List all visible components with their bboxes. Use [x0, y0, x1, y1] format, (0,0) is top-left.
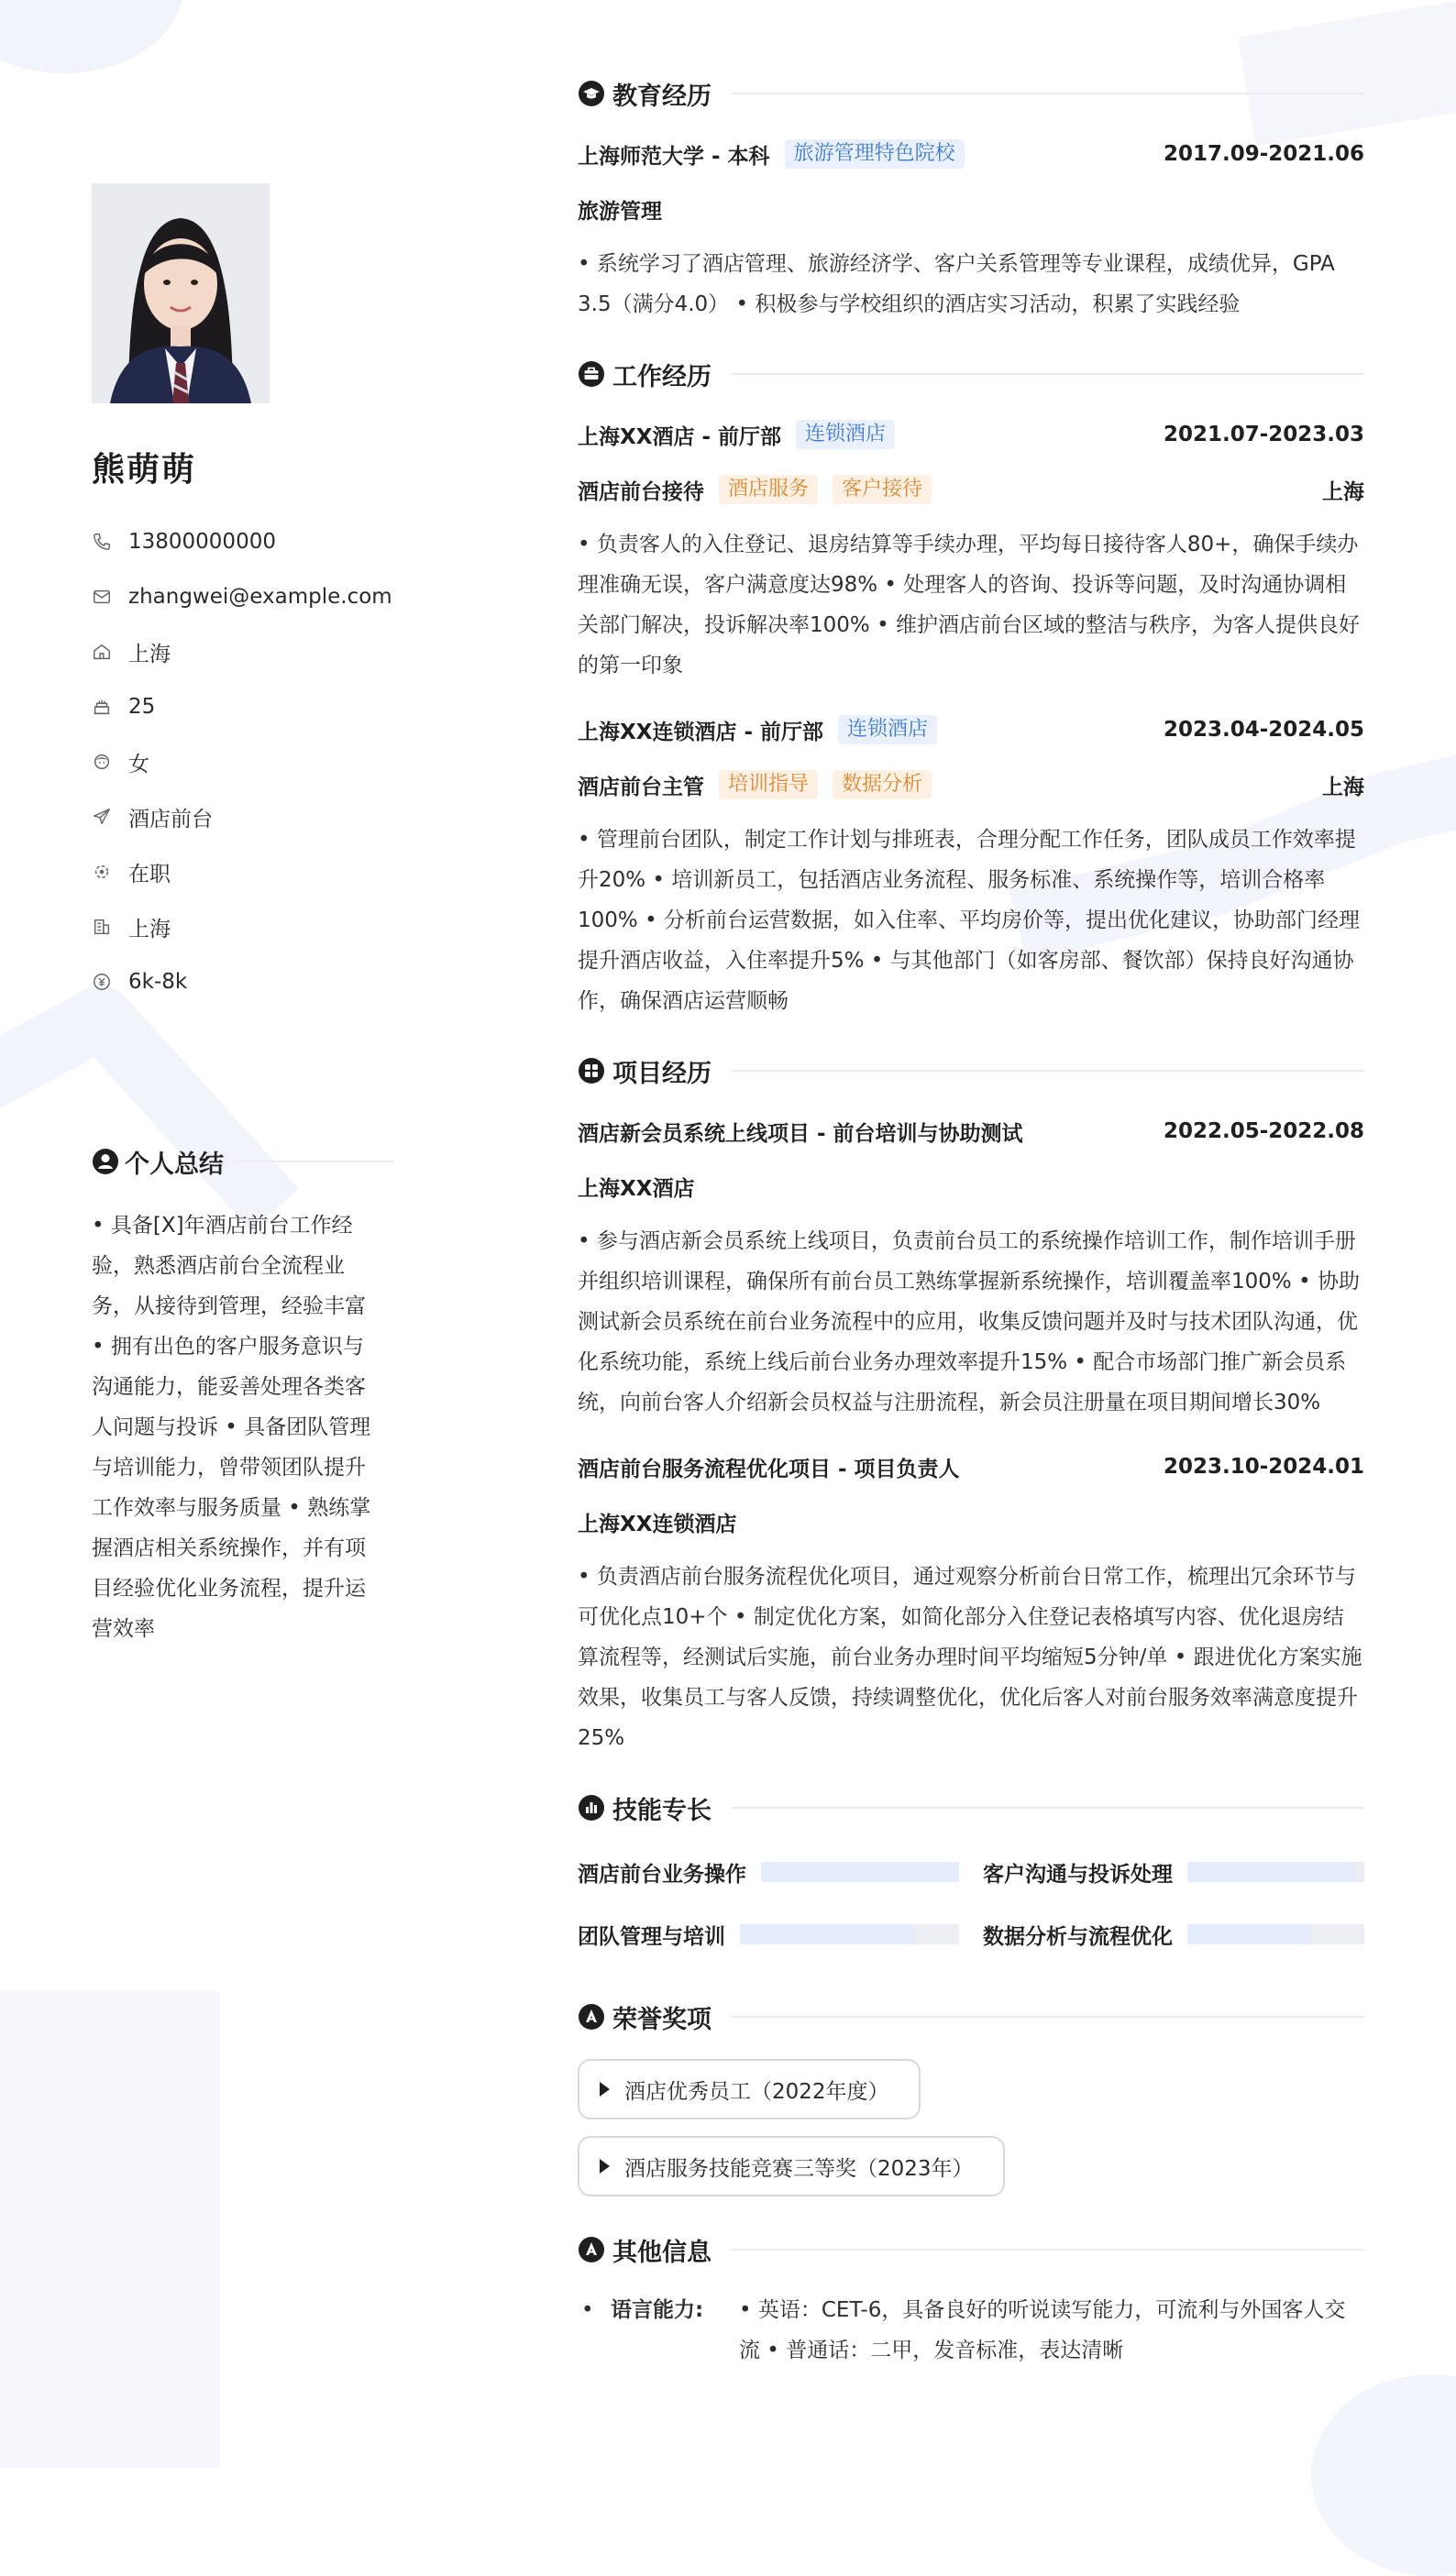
education-title: 教育经历 — [612, 82, 711, 111]
project-date: 2022.05-2022.08 — [1163, 1119, 1364, 1143]
education-desc: • 系统学习了酒店管理、旅游经济学、客户关系管理等专业课程，成绩优异，GPA 3.5（满分4.0） • 积极参与学校组织的酒店实习活动，积累了实践经验 — [578, 252, 1335, 316]
project-org-row — [578, 1502, 1364, 1542]
city-text: 上海 — [128, 917, 171, 941]
skill-name: 客户沟通与投诉处理 — [983, 1862, 1173, 1887]
divider — [732, 1807, 1364, 1809]
education-row — [578, 134, 1364, 174]
work-city: 上海 — [1322, 775, 1364, 799]
work-desc: • 负责客人的入住登记、退房结算等手续办理，平均每日接待客人80+，确保手续办理准确无误，客户满意度达98% • 处理客人的咨询、投诉等问题，及时沟通协调相关部门解决，投诉解决率100% • 维护酒店前台区域的整洁与秩序，为客人提供良好的第一印象 — [578, 533, 1360, 677]
home-text: 上海 — [128, 642, 171, 666]
contact-city — [92, 899, 394, 954]
skill-tag: 客户接待 — [833, 475, 932, 504]
decor-circle — [1311, 2374, 1456, 2576]
work-heading — [578, 352, 1364, 396]
contact-salary — [92, 954, 394, 1009]
role-name: 酒店前台接待 — [578, 479, 704, 504]
project-date: 2023.10-2024.01 — [1163, 1455, 1364, 1479]
mail-icon — [92, 587, 128, 607]
skill-name: 团队管理与培训 — [578, 1924, 725, 1949]
company-tag: 连锁酒店 — [796, 420, 895, 449]
contact-age — [92, 679, 394, 734]
bar-chart-icon — [578, 1794, 605, 1822]
award-icon — [578, 2003, 605, 2031]
role-name: 酒店前台主管 — [578, 775, 704, 799]
award-icon — [578, 2236, 605, 2263]
contact-job — [92, 789, 394, 844]
play-icon — [600, 2159, 610, 2174]
divider — [732, 2016, 1364, 2018]
send-icon — [92, 807, 128, 827]
job-text: 酒店前台 — [128, 807, 213, 831]
gender-text: 女 — [128, 752, 149, 776]
skill-bar-fill — [1187, 1862, 1355, 1882]
divider — [237, 1161, 394, 1162]
contact-status — [92, 844, 394, 899]
project-row — [578, 1447, 1364, 1487]
briefcase-icon — [578, 360, 605, 388]
skill-item — [578, 1914, 959, 1954]
grid-icon — [578, 1057, 605, 1084]
honor-text: 酒店优秀员工（2022年度） — [624, 2079, 889, 2104]
skills-title: 技能专长 — [612, 1796, 711, 1825]
building-icon — [92, 917, 128, 937]
main-column — [578, 72, 1364, 2371]
honor-item — [578, 2059, 921, 2119]
project-org-row — [578, 1166, 1364, 1206]
other-text: • 英语：CET-6，具备良好的听说读写能力，可流利与外国客人交流 • 普通话：二甲，发音标准，表达清晰 — [739, 2298, 1346, 2362]
project-org: 上海XX连锁酒店 — [578, 1512, 737, 1536]
role-row — [578, 469, 1364, 510]
summary-text: • 具备[X]年酒店前台工作经验，熟悉酒店前台全流程业务，从接待到管理，经验丰富 • 拥有出色的客户服务意识与沟通能力，能妥善处理各类客人问题与投诉 • 具备团队管理与培训能力，曾带领团队提升工作效率与服务质量 • 熟练掌握酒店相关系统操作，并有项目经验优化业务流程，提升运营效率 — [92, 1214, 371, 1641]
skill-tag: 数据分析 — [833, 770, 932, 799]
user-icon — [92, 1148, 119, 1175]
skill-item — [983, 1914, 1364, 1954]
other-info — [578, 2290, 1364, 2371]
project-name: 酒店新会员系统上线项目 - 前台培训与协助测试 — [578, 1121, 1023, 1146]
work-desc: • 管理前台团队，制定工作计划与排班表，合理分配工作任务，团队成员工作效率提升20% • 培训新员工，包括酒店业务流程、服务标准、系统操作等，培训合格率100% • 分析前台运营数据，如入住率、平均房价等，提出优化建议，协助部门经理提升酒店收益，入住率提升5% • 与其他部门（如客房部、餐饮部）保持良好沟通协作，确保酒店运营顺畅 — [578, 828, 1360, 1013]
other-label: 语言能力: — [611, 2298, 704, 2322]
project-desc: • 负责酒店前台服务流程优化项目，通过观察分析前台日常工作，梳理出冗余环节与可优化点10+个 • 制定优化方案，如简化部分入住登记表格填写内容、优化退房结算流程等，经测试后实施，前台业务办理时间平均缩短5分钟/单 • 跟进优化方案实施效果，收集员工与客人反馈，持续调整优化，优化后客人对前台服务效率满意度提升25% — [578, 1565, 1362, 1750]
major-name: 旅游管理 — [578, 199, 662, 224]
contact-home — [92, 624, 394, 679]
contact-gender — [92, 734, 394, 789]
bullet-dot: • — [581, 2298, 594, 2322]
skill-tag: 培训指导 — [719, 770, 818, 799]
projects-title: 项目经历 — [612, 1059, 711, 1088]
work-title: 工作经历 — [612, 362, 711, 391]
summary-section — [92, 1141, 394, 1649]
divider — [732, 2249, 1364, 2251]
summary-heading — [92, 1141, 394, 1182]
company-row — [578, 710, 1364, 750]
company-name: 上海XX连锁酒店 - 前厅部 — [578, 720, 824, 744]
gender-icon — [92, 752, 128, 772]
home-icon — [92, 642, 128, 662]
contact-phone — [92, 514, 394, 569]
contact-list — [92, 514, 394, 1009]
phone-icon — [92, 532, 128, 552]
school-name: 上海师范大学 - 本科 — [578, 144, 770, 169]
profile-name: 熊萌萌 — [92, 451, 197, 489]
summary-title: 个人总结 — [125, 1150, 224, 1179]
status-icon — [92, 862, 128, 882]
school-tag: 旅游管理特色院校 — [785, 139, 965, 169]
work-city: 上海 — [1322, 479, 1364, 504]
salary-text: 6k-8k — [128, 970, 188, 994]
project-entry — [578, 1447, 1364, 1758]
major-row — [578, 189, 1364, 229]
projects-heading — [578, 1049, 1364, 1093]
project-org: 上海XX酒店 — [578, 1176, 695, 1201]
education-date: 2017.09-2021.06 — [1163, 142, 1364, 166]
skill-bar — [761, 1862, 959, 1882]
graduation-cap-icon — [578, 80, 605, 107]
decor-circle — [0, 0, 183, 73]
contact-email — [92, 569, 394, 624]
divider — [732, 93, 1364, 94]
skill-item — [983, 1852, 1364, 1892]
skill-bar — [1187, 1862, 1364, 1882]
project-name: 酒店前台服务流程优化项目 - 项目负责人 — [578, 1457, 960, 1481]
honors-list — [578, 2059, 1364, 2213]
other-heading — [578, 2228, 1364, 2272]
profile-photo — [92, 183, 270, 403]
sidebar — [92, 183, 394, 1009]
other-title: 其他信息 — [612, 2238, 711, 2267]
age-text: 25 — [128, 695, 156, 719]
play-icon — [600, 2082, 610, 2097]
skill-bar-fill — [1187, 1924, 1311, 1944]
skill-name: 酒店前台业务操作 — [578, 1862, 746, 1887]
skill-item — [578, 1852, 959, 1892]
divider — [732, 373, 1364, 375]
education-heading — [578, 72, 1364, 116]
honor-text: 酒店服务技能竞赛三等奖（2023年） — [624, 2156, 974, 2181]
honors-heading — [578, 1995, 1364, 2039]
decor-block — [0, 1991, 220, 2468]
skills-heading — [578, 1786, 1364, 1830]
skill-name: 数据分析与流程优化 — [983, 1924, 1173, 1949]
salary-icon — [92, 972, 128, 992]
cake-icon — [92, 697, 128, 717]
company-name: 上海XX酒店 - 前厅部 — [578, 424, 782, 449]
email-text: zhangwei@example.com — [128, 585, 392, 609]
skills-grid — [578, 1852, 1364, 1954]
skill-bar-fill — [761, 1862, 959, 1882]
project-row — [578, 1111, 1364, 1151]
work-entry — [578, 710, 1364, 1021]
status-text: 在职 — [128, 862, 171, 886]
divider — [732, 1070, 1364, 1072]
skill-bar — [1187, 1924, 1364, 1944]
skill-bar-fill — [740, 1924, 915, 1944]
phone-text: 13800000000 — [128, 530, 276, 554]
skill-bar — [740, 1924, 959, 1944]
work-date: 2023.04-2024.05 — [1163, 718, 1364, 742]
work-date: 2021.07-2023.03 — [1163, 423, 1364, 446]
project-desc: • 参与酒店新会员系统上线项目，负责前台员工的系统操作培训工作，制作培训手册并组织培训课程，确保所有前台员工熟练掌握新系统操作，培训覆盖率100% • 协助测试新会员系统在前台业务流程中的应用，收集反馈问题并及时与技术团队沟通，优化系统功能，系统上线后前台业务办理效率提升15% • 配合市场部门推广新会员系统，向前台客人介绍新会员权益与注册流程，新会员注册量在项目期间增长30% — [578, 1229, 1360, 1415]
work-entry — [578, 414, 1364, 686]
skill-tag: 酒店服务 — [719, 475, 818, 504]
company-row — [578, 414, 1364, 455]
honors-title: 荣誉奖项 — [612, 2005, 711, 2034]
honor-item — [578, 2136, 1005, 2196]
company-tag: 连锁酒店 — [838, 715, 937, 744]
project-entry — [578, 1111, 1364, 1423]
role-row — [578, 765, 1364, 805]
